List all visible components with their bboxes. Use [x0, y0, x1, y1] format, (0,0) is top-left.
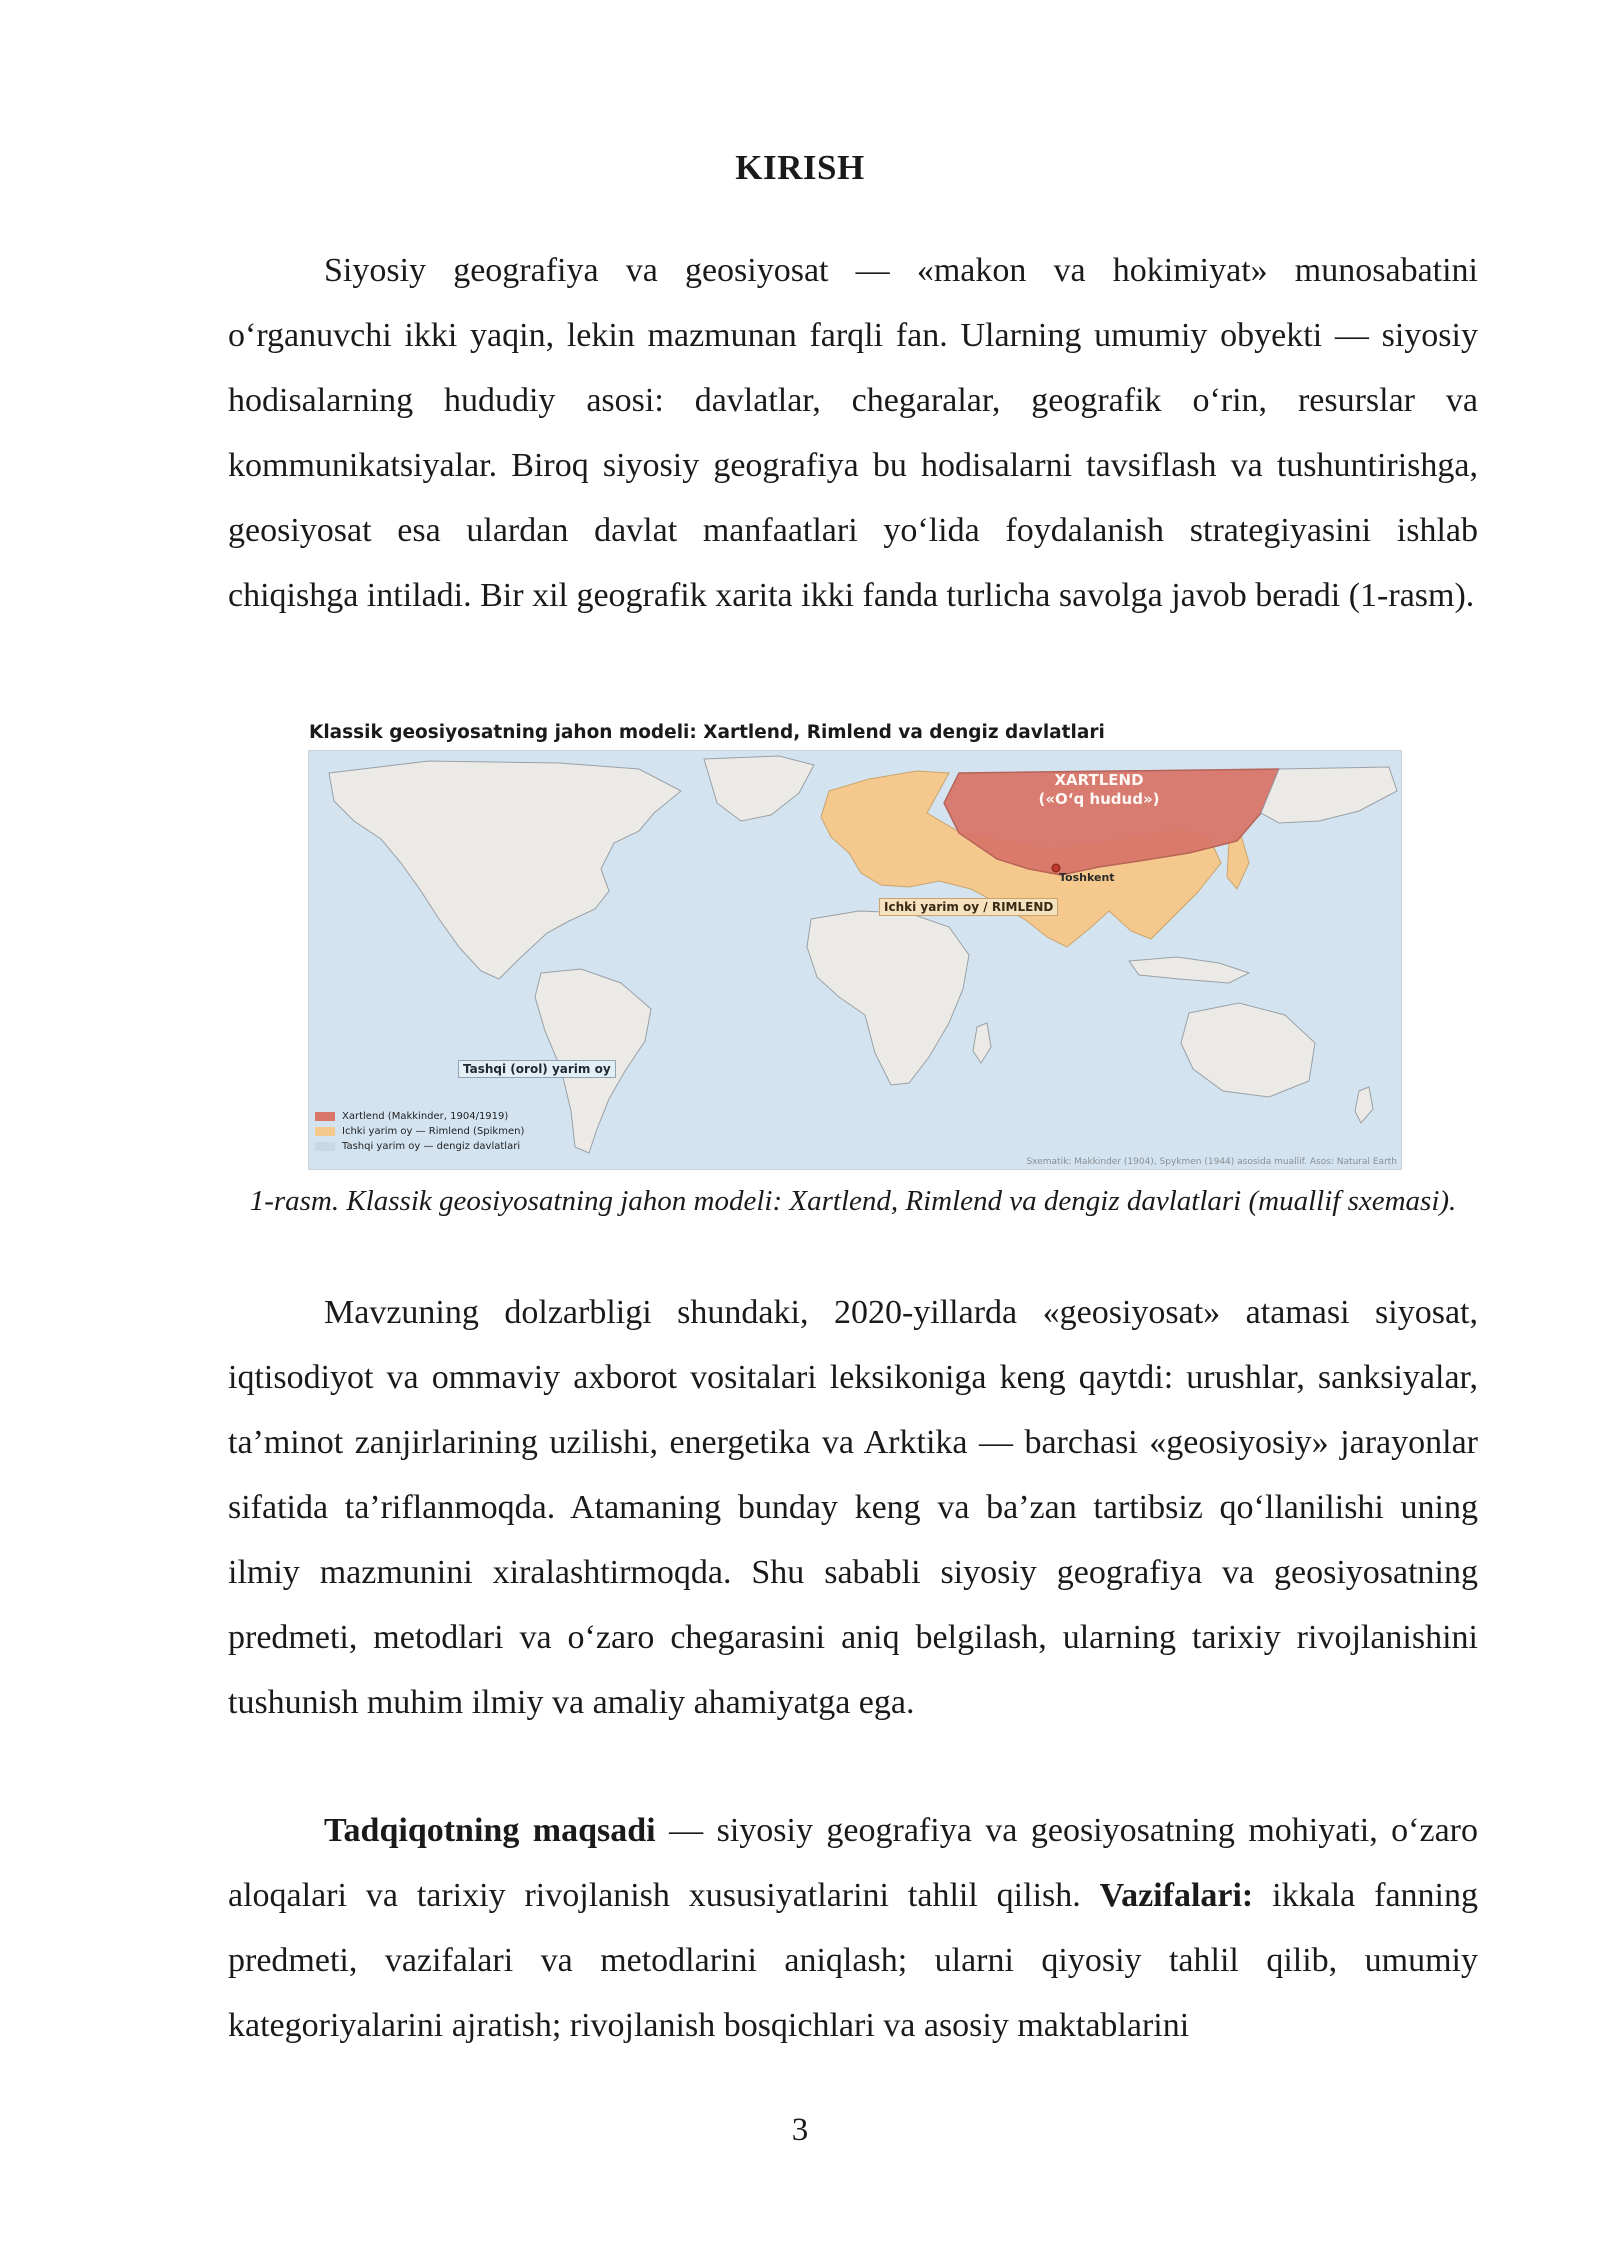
legend-swatch-rimland	[315, 1127, 335, 1136]
goal-heading: Tadqiqotning maqsadi	[324, 1812, 656, 1849]
intro-paragraph	[228, 238, 1478, 628]
map-legend	[315, 1109, 524, 1154]
legend-item-heartland	[315, 1109, 524, 1124]
section-title: KIRISH	[735, 148, 865, 187]
intro-paragraph-text: Siyosiy geografiya va geosiyosat — «makon va hokimiyat» munosabatini o‘rganuvchi ikki yaqin, lekin mazmunan farqli fan. Ularning umumiy obyekti — siyosiy hodisalarning hududiy asosi: davlatlar, chegaralar, geografik o‘rin, resurslar va kommunikatsiyalar. Biroq siyosiy geografiya bu hodisalarni tavsiflash va tushuntirishga, geosiyosat esa ulardan davlat manfaatlari yo‘lida foydalanish strategiyasini ishlab chiqishga intiladi. Bir xil geografik xarita ikki fanda turlicha savolga javob beradi (1-rasm).	[228, 252, 1478, 614]
legend-item-rimland	[315, 1124, 524, 1139]
legend-item-outer	[315, 1139, 524, 1154]
heartland-label-line2: («O‘q hudud»)	[1038, 790, 1160, 808]
tasks-text: ikkala fanning predmeti, vazifalari va metodlarini aniqlash; ularni qiyosiy tahlil qilib, umumiy kategoriyalarini ajratish; rivojlanish bosqichlari va asosiy maktablarini	[228, 1877, 1478, 2044]
relevance-paragraph-text: Mavzuning dolzarbligi shundaki, 2020-yillarda «geosiyosat» atamasi siyosat, iqtisodiyot va ommaviy axborot vositalari leksikoniga keng qaytdi: urushlar, sanksiyalar, ta’minot zanjirlarining uzilishi, energetika va Arktika — barchasi «geosiyosiy» jarayonlar sifatida ta’riflanmoqda. Atamaning bunday keng va ba’zan tartibsiz qo‘llanilishi uning ilmiy mazmunini xiralashtirmoqda. Shu sababli siyosiy geografiya va geosiyosatning predmeti, metodlari va o‘zaro chegarasini aniq belgilash, ularning tarixiy rivojlanishini tushunish muhim ilmiy va amaliy ahamiyatga ega.	[228, 1294, 1478, 1721]
heartland-label-line1: XARTLEND	[1054, 771, 1144, 789]
outer-crescent-label: Tashqi (orol) yarim oy	[458, 1060, 616, 1078]
relevance-paragraph	[228, 1280, 1478, 1735]
figure-title: Klassik geosiyosatning jahon modeli: Xartlend, Rimlend va dengiz davlatlari	[309, 722, 1105, 743]
tasks-heading: Vazifalari:	[1099, 1877, 1254, 1914]
figure-caption: 1-rasm. Klassik geosiyosatning jahon modeli: Xartlend, Rimlend va dengiz davlatlari (muallif sxemasi).	[249, 1185, 1457, 1217]
goal-text: — siyosiy geografiya va geosiyosatning mohiyati, o‘zaro aloqalari va tarixiy rivojlanish xususiyatlarini tahlil qilish.	[228, 1812, 1478, 1914]
legend-label-rimland: Ichki yarim oy — Rimlend (Spikmen)	[342, 1126, 525, 1137]
legend-swatch-outer	[315, 1142, 335, 1151]
legend-label-heartland: Xartlend (Makkinder, 1904/1919)	[342, 1111, 509, 1122]
map-source-note: Sxematik: Makkinder (1904), Spykmen (1944) asosida muallif. Asos: Natural Earth	[1026, 1157, 1397, 1167]
legend-swatch-heartland	[315, 1112, 335, 1121]
page-number: 3	[791, 2112, 809, 2148]
world-map-figure	[308, 750, 1402, 1170]
heartland-label	[1011, 771, 1187, 809]
rimland-label: Ichki yarim oy / RIMLEND	[879, 898, 1058, 916]
goals-paragraph	[228, 1798, 1478, 2058]
tashkent-label: Toshkent	[1059, 871, 1115, 884]
legend-label-outer: Tashqi yarim oy — dengiz davlatlari	[342, 1141, 521, 1152]
